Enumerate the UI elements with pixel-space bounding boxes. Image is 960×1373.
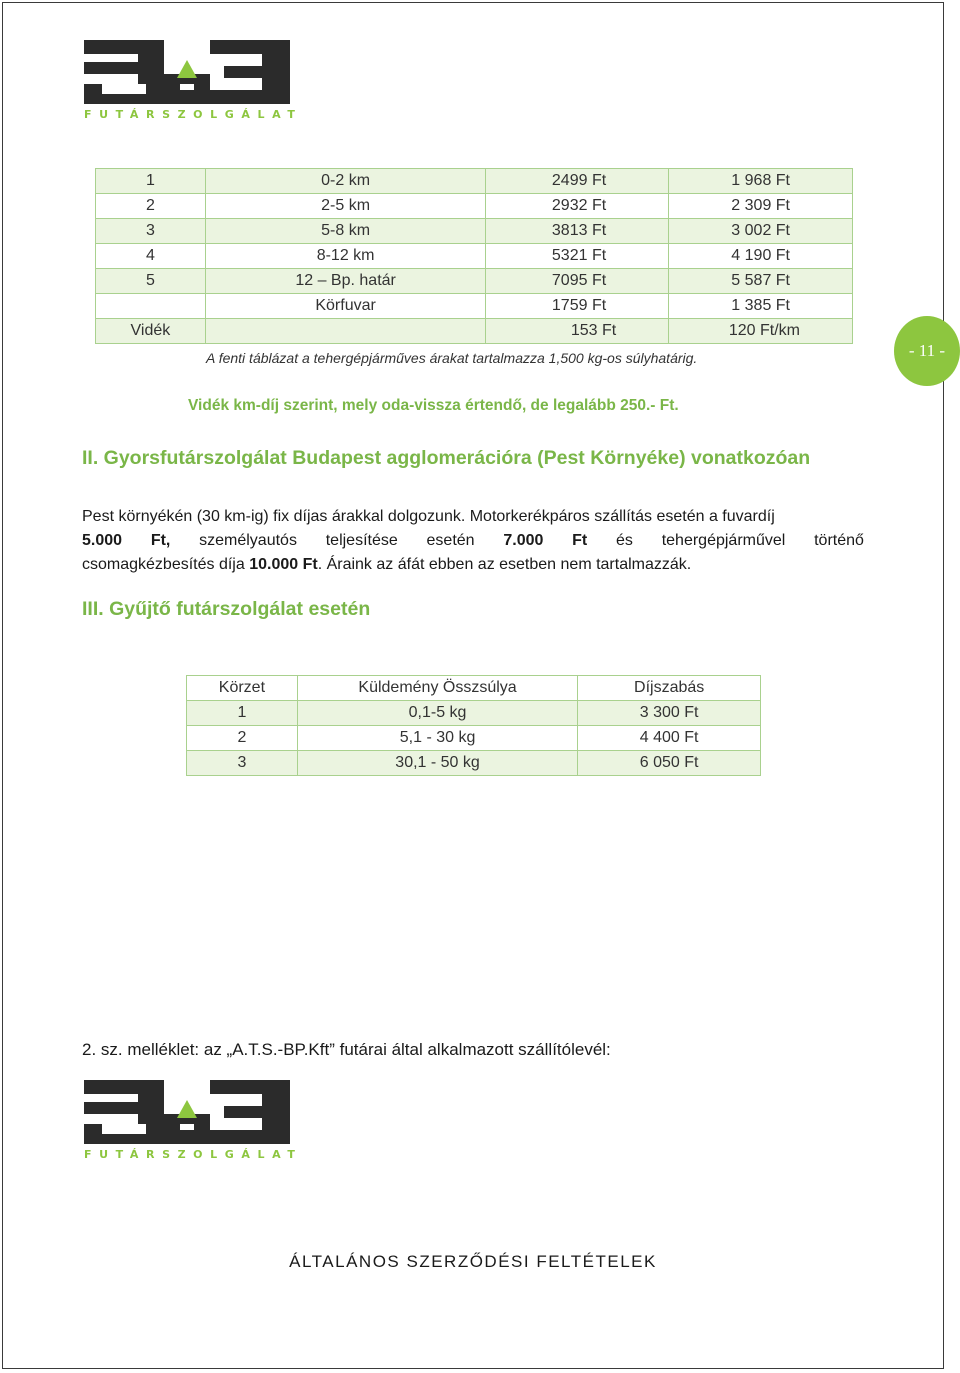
logo-mark-icon [84,40,290,104]
distance-cell: 2-5 km [205,194,486,219]
word: esetén [426,532,475,549]
weight-cell: 30,1 - 50 kg [297,751,577,776]
table-row [96,194,853,219]
price-text: Ft [572,532,588,549]
column-header: Küldemény Összsúlya [297,676,577,701]
section-2-paragraph [82,505,864,577]
word [151,529,171,553]
company-logo-bottom [84,1080,303,1162]
price-cell: 5 587 Ft [669,269,853,294]
table-header-row [187,676,761,701]
price-cell: 2932 Ft [486,194,669,219]
row-number: 2 [96,194,206,219]
section-3-heading: III. Gyűjtő futárszolgálat esetén [82,598,371,620]
table-note: A fenti táblázat a tehergépjárműves árakat tartalmazza 1,500 kg-os súlyhatárig. [206,350,698,366]
column-header: Díjszabás [578,676,761,701]
price-cell: 3 002 Ft [669,219,853,244]
table-row [187,751,761,776]
word: történő [814,532,864,549]
distance-cell: 5-8 km [205,219,486,244]
row-number: 4 [96,244,206,269]
distance-cell: 0-2 km [205,169,486,194]
zone-cell: 1 [187,701,298,726]
price-cell: 153 Ft [486,319,669,344]
price-cell: 4 190 Ft [669,244,853,269]
table-row [187,701,761,726]
logo-text: FUTÁRSZOLGÁLAT [84,1148,303,1161]
weight-cell: 5,1 - 30 kg [297,726,577,751]
price-cell: 5321 Ft [486,244,669,269]
price-cell: 2 309 Ft [669,194,853,219]
word: személyautós [199,532,297,549]
word: és [616,532,633,549]
section-2-heading: II. Gyorsfutárszolgálat Budapest agglomerációra (Pest Környéke) vonatkozóan [82,447,811,469]
company-logo [84,40,303,122]
price-text: 5.000 [82,532,123,549]
distance-cell: 12 – Bp. határ [205,269,486,294]
row-number: 5 [96,269,206,294]
price-cell: 6 050 Ft [578,751,761,776]
price-text: Ft, [150,532,171,549]
paragraph-line [82,553,864,577]
price-cell: 120 Ft/km [669,319,853,344]
rate-table [95,168,853,344]
price-cell: 3813 Ft [486,219,669,244]
word: tehergépjárművel [661,532,786,549]
row-number: 1 [96,169,206,194]
footer-title: ÁLTALÁNOS SZERZŐDÉSI FELTÉTELEK [289,1252,657,1271]
page-number-badge: - 11 - [894,316,960,386]
price-text: 7.000 [503,532,544,549]
annex-title: 2. sz. melléklet: az „A.T.S.-BP.Kft” futárai által alkalmazott szállítólevél: [82,1040,611,1059]
table-row [96,219,853,244]
row-number [96,294,206,319]
table-row [96,269,853,294]
table-row [96,244,853,269]
price-cell: 3 300 Ft [578,701,761,726]
table-row [96,169,853,194]
word: teljesítése [325,532,398,549]
price-cell: 1 385 Ft [669,294,853,319]
text: . Áraink az áfát ebben az esetben nem tartalmazzák. [317,556,692,573]
table-row [96,319,853,344]
table-row [187,726,761,751]
column-header: Körzet [187,676,298,701]
distance-cell [205,319,486,344]
zone-cell: 3 [187,751,298,776]
distance-cell: Körfuvar [205,294,486,319]
price-text: 10.000 Ft [249,556,318,573]
price-cell: 7095 Ft [486,269,669,294]
paragraph-line [82,529,864,553]
courier-price-table [186,675,761,776]
price-cell: 2499 Ft [486,169,669,194]
distance-cell: 8-12 km [205,244,486,269]
vidék-rate-text: Vidék km-díj szerint, mely oda-vissza értendő, de legalább 250.- Ft. [188,397,679,414]
paragraph-line: Pest környékén (30 km-ig) fix díjas árakkal dolgozunk. Motorkerékpáros szállítás esetén a fuvardíj [82,508,775,525]
table-row [96,294,853,319]
logo-text: FUTÁRSZOLGÁLAT [84,108,303,121]
row-number: 3 [96,219,206,244]
weight-cell: 0,1-5 kg [297,701,577,726]
price-cell: 1 968 Ft [669,169,853,194]
zone-cell: 2 [187,726,298,751]
logo-mark-icon [84,1080,290,1144]
text: csomagkézbesítés díja [82,556,250,573]
row-label: Vidék [96,319,206,344]
price-cell: 4 400 Ft [578,726,761,751]
price-cell: 1759 Ft [486,294,669,319]
